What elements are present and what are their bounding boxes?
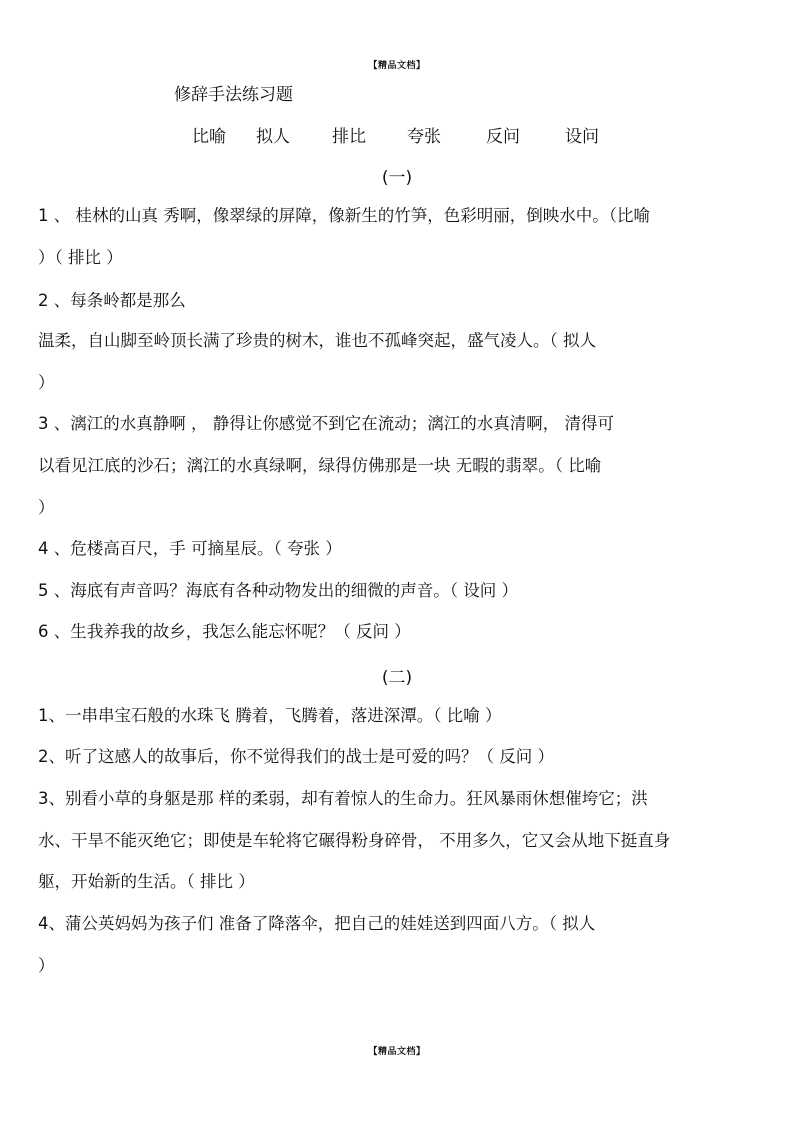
page-header: 【精品文档】 [368,61,426,71]
exercise-line: 6 、生我养我的故乡，我怎么能忘怀呢？（ 反问 ） [38,622,411,641]
exercise-line: 水、干旱不能灭绝它；即使是车轮将它碾得粉身碎骨， 不用多久，它又会从地下挺直身 [38,831,671,850]
type-rhetorical-question: 反问 [486,127,520,147]
exercise-line: 4、蒲公英妈妈为孩子们 准备了降落伞，把自己的娃娃送到四面八方。（ 拟人 [38,914,596,933]
section-2-label: (二) [381,668,413,688]
exercise-line: 2、听了这感人的故事后，你不觉得我们的战士是可爱的吗？（ 反问 ） [38,747,554,766]
section-1-label: (一) [381,168,413,188]
exercise-line: ） [38,498,55,517]
exercise-line: 以看见江底的沙石；漓江的水真绿啊，绿得仿佛那是一块 无暇的翡翠。（ 比喻 [38,456,602,475]
page-footer: 【精品文档】 [368,1047,426,1057]
exercise-line: 1、一串串宝石般的水珠飞 腾着，飞腾着，落进深潭。（ 比喻 ） [38,706,502,725]
worksheet-title: 修辞手法练习题 [174,85,293,105]
type-personification: 拟人 [256,127,290,147]
exercise-line: 躯，开始新的生活。（ 排比 ） [38,872,255,891]
type-hypophora: 设问 [565,127,599,147]
exercise-line: ） [38,956,55,975]
exercise-line: 温柔，自山脚至岭顶长满了珍贵的树木，谁也不孤峰突起，盛气凌人。（ 拟人 [38,331,596,350]
exercise-line: 5 、海底有声音吗？海底有各种动物发出的细微的声音。（ 设问 ） [38,581,518,600]
exercise-line: ） [38,373,55,392]
exercise-line: 1 、 桂林的山真 秀啊，像翠绿的屏障，像新生的竹笋，色彩明丽，倒映水中。（比喻 [38,206,650,225]
type-hyperbole: 夸张 [407,127,441,147]
type-metaphor: 比喻 [192,127,226,147]
exercise-line: 4 、危楼高百尺，手 可摘星辰。（ 夸张 ） [38,539,342,558]
exercise-line: ）（ 排比 ） [38,248,123,267]
exercise-line: 3 、漓江的水真静啊 ， 静得让你感觉不到它在流动；漓江的水真清啊， 清得可 [38,414,614,433]
type-parallelism: 排比 [332,127,366,147]
exercise-line: 3、别看小草的身躯是那 样的柔弱，却有着惊人的生命力。狂风暴雨休想催垮它；洪 [38,789,648,808]
exercise-line: 2 、每条岭都是那么 [38,291,186,310]
